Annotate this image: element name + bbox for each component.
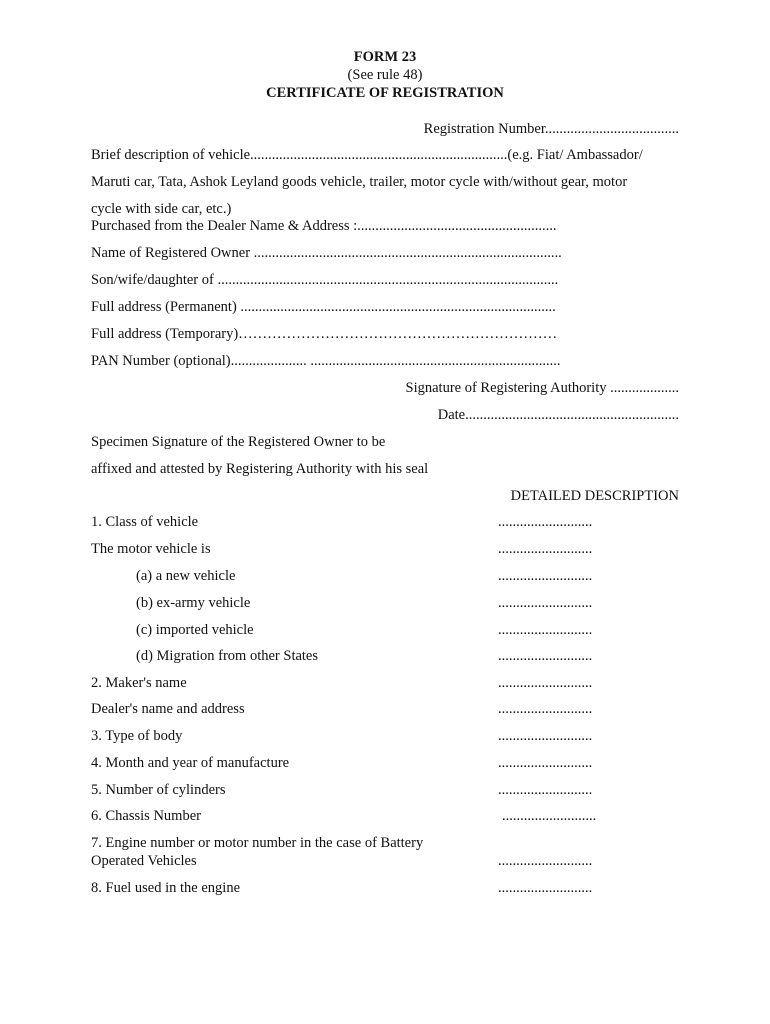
list-item-label: 4. Month and year of manufacture [91, 755, 290, 771]
list-item-label: 1. Class of vehicle [91, 514, 199, 530]
authority-signature-field: Signature of Registering Authority ................... [405, 380, 679, 396]
temporary-address-field: Full address (Temporary)………………………………………………………… [91, 326, 558, 342]
brief-description-line-2: Maruti car, Tata, Ashok Leyland goods vehicle, trailer, motor cycle with/without gear, motor [91, 174, 628, 190]
relation-field: Son/wife/daughter of .............................................................................................. [91, 272, 559, 288]
list-item-blank: .......................... [498, 595, 593, 611]
list-item-blank: .......................... [502, 808, 597, 824]
list-item-label: 3. Type of body [91, 728, 183, 744]
list-item-label: 8. Fuel used in the engine [91, 880, 241, 896]
list-item-blank: .......................... [498, 541, 593, 557]
permanent-address-field: Full address (Permanent) ....................................................................................... [91, 299, 556, 315]
rule-reference: (See rule 48) [347, 67, 423, 83]
dealer-name-address-field: Purchased from the Dealer Name & Address :....................................................... [91, 218, 557, 234]
registered-owner-field: Name of Registered Owner ..................................................................................... [91, 245, 562, 261]
list-item-blank: .......................... [498, 622, 593, 638]
list-item-blank: .......................... [498, 675, 593, 691]
form-title: CERTIFICATE OF REGISTRATION [266, 85, 504, 101]
list-item-label: 7. Engine number or motor number in the case of Battery [91, 835, 424, 851]
specimen-signature-line-2: affixed and attested by Registering Authority with his seal [91, 461, 429, 477]
list-item-label: Dealer's name and address [91, 701, 245, 717]
list-item-blank: .......................... [498, 701, 593, 717]
brief-description-line-1: Brief description of vehicle.......................................................................(e.g. Fiat/ Ambassador/ [91, 147, 643, 163]
pan-number-field: PAN Number (optional)..................... ..................................................................... [91, 353, 561, 369]
list-item-blank: .......................... [498, 728, 593, 744]
detailed-description-heading: DETAILED DESCRIPTION [510, 488, 679, 504]
list-item-blank: .......................... [498, 880, 593, 896]
list-item-blank: .......................... [498, 568, 593, 584]
list-item-label-continued: Operated Vehicles [91, 853, 197, 869]
list-item-label: (a) a new vehicle [136, 568, 236, 584]
list-item-blank: .......................... [498, 648, 593, 664]
list-item-blank: .......................... [498, 514, 593, 530]
date-field: Date........................................................... [437, 407, 679, 423]
list-item-blank: .......................... [498, 853, 593, 869]
specimen-signature-line-1: Specimen Signature of the Registered Owner to be [91, 434, 386, 450]
brief-description-line-3: cycle with side car, etc.) [91, 201, 232, 217]
list-item-label: 5. Number of cylinders [91, 782, 226, 798]
list-item-label: (d) Migration from other States [136, 648, 319, 664]
registration-number-field: Registration Number..................................... [423, 121, 679, 137]
list-item-label: The motor vehicle is [91, 541, 211, 557]
list-item-label: 6. Chassis Number [91, 808, 201, 824]
list-item-label: (c) imported vehicle [136, 622, 254, 638]
form-number: FORM 23 [353, 49, 417, 65]
list-item-label: (b) ex-army vehicle [136, 595, 251, 611]
list-item-blank: .......................... [498, 755, 593, 771]
list-item-blank: .......................... [498, 782, 593, 798]
list-item-label: 2. Maker's name [91, 675, 187, 691]
